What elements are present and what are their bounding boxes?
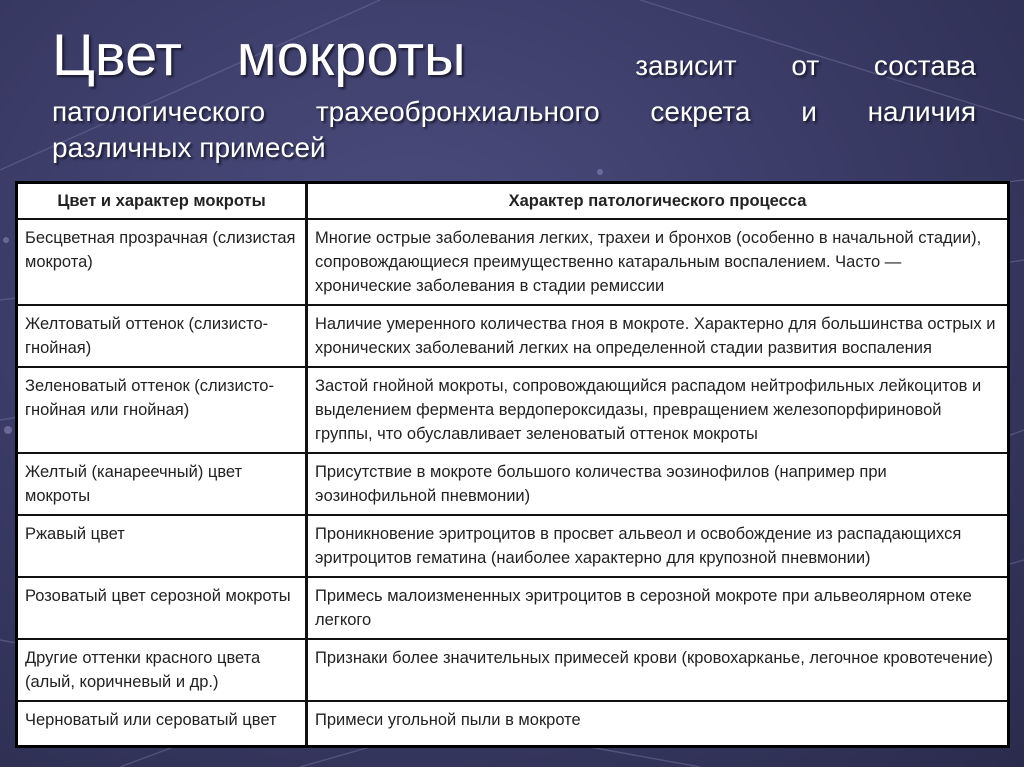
- slide-title: [52, 18, 976, 166]
- cell-color: Желтоватый оттенок (слизисто-гнойная): [18, 306, 308, 368]
- cell-color: Розоватый цвет серозной мокроты: [18, 578, 308, 640]
- table-row: [18, 306, 1007, 368]
- title-line-1: [52, 18, 976, 94]
- title-word: трахеобронхиального: [315, 96, 600, 127]
- data-table: [18, 184, 1007, 745]
- cell-process: Признаки более значительных примесей крови (кровохарканье, легочное кровотечение): [308, 640, 1007, 702]
- cell-color: Ржавый цвет: [18, 516, 308, 578]
- cell-process: Примесь малоизмененных эритроцитов в серозной мокроте при альвеолярном отеке легкого: [308, 578, 1007, 640]
- title-word: наличия: [867, 96, 976, 127]
- title-word-depends: зависит: [635, 50, 737, 81]
- header-sputum-color: Цвет и характер мокроты: [18, 184, 308, 220]
- cell-process: Присутствие в мокроте большого количества эозинофилов (например при эозинофильной пневмонии): [308, 454, 1007, 516]
- table-row: [18, 220, 1007, 306]
- title-word: патологического: [52, 96, 266, 127]
- cell-color: Черноватый или сероватый цвет: [18, 702, 308, 745]
- cell-process: Многие острые заболевания легких, трахеи и бронхов (особенно в начальной стадии), сопровождающиеся преимущественно катаральным воспалением. Часто — хронические заболевания в стадии ремиссии: [308, 220, 1007, 306]
- cell-process: Примеси угольной пыли в мокроте: [308, 702, 1007, 745]
- title-line-3: различных примесей: [52, 132, 326, 163]
- title-line-2: [52, 94, 976, 130]
- table-row: [18, 702, 1007, 745]
- cell-color: Бесцветная прозрачная (слизистая мокрота): [18, 220, 308, 306]
- table-row: [18, 516, 1007, 578]
- title-word-sputum: мокроты: [236, 23, 466, 88]
- cell-process: Проникновение эритроцитов в просвет альвеол и освобождение из распадающихся эритроцитов гематина (наиболее характерно для крупозной пневмонии): [308, 516, 1007, 578]
- title-word-from: от: [791, 50, 820, 81]
- sputum-color-table: [15, 181, 1010, 748]
- cell-color: Желтый (канареечный) цвет мокроты: [18, 454, 308, 516]
- cell-process: Застой гнойной мокроты, сопровождающийся распадом нейтрофильных лейкоцитов и выделением фермента вердопероксидазы, превращением железопорфириновой группы, что обуславливает зеленоватый оттенок мокроты: [308, 368, 1007, 454]
- table-header-row: [18, 184, 1007, 220]
- table-row: [18, 640, 1007, 702]
- cell-process: Наличие умеренного количества гноя в мокроте. Характерно для большинства острых и хронических заболеваний легких на определенной стадии развития воспаления: [308, 306, 1007, 368]
- title-word-composition: состава: [873, 50, 976, 81]
- header-process: Характер патологического процесса: [308, 184, 1007, 220]
- title-word: и: [801, 96, 817, 127]
- table-row: [18, 454, 1007, 516]
- table-row: [18, 578, 1007, 640]
- cell-color: Другие оттенки красного цвета (алый, коричневый и др.): [18, 640, 308, 702]
- title-word: секрета: [650, 96, 751, 127]
- title-word-color: Цвет: [52, 23, 182, 88]
- cell-color: Зеленоватый оттенок (слизисто-гнойная или гнойная): [18, 368, 308, 454]
- table-row: [18, 368, 1007, 454]
